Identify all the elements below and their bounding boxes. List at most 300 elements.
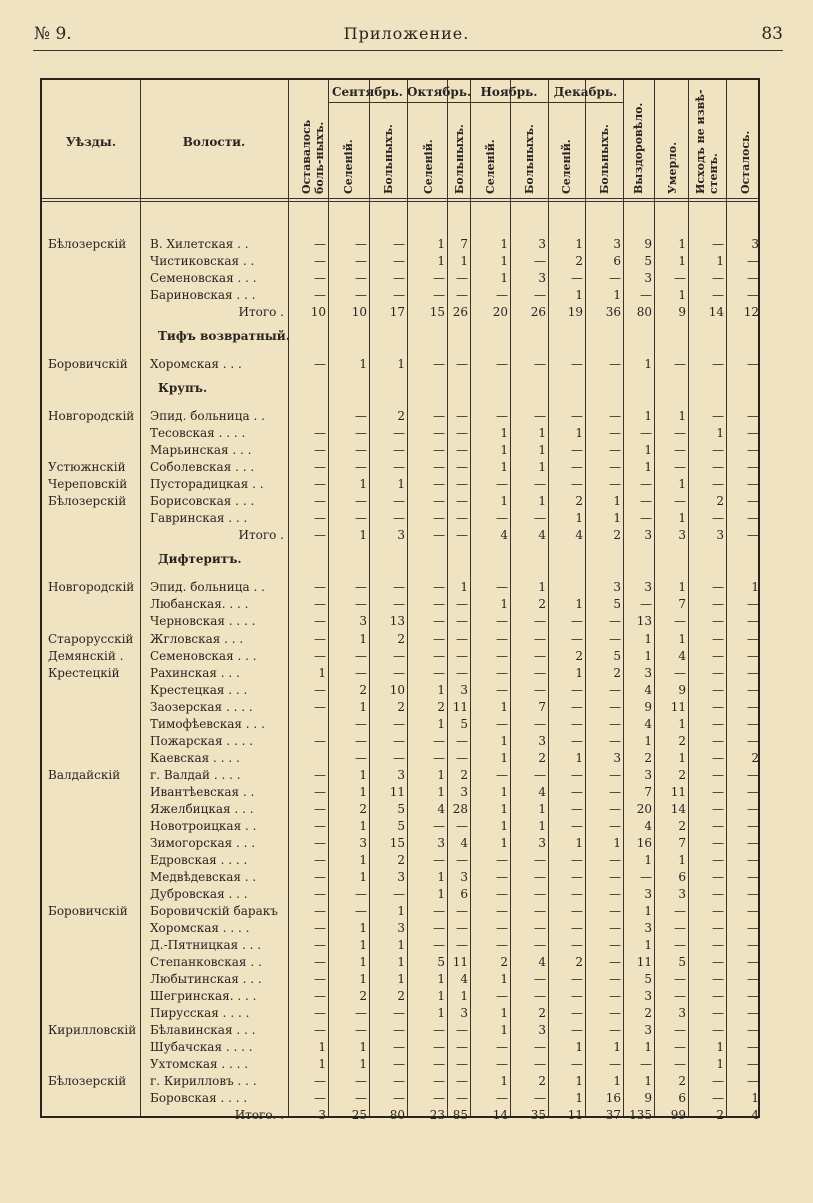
value-cell: 3	[538, 835, 546, 850]
value-cell: 3	[397, 767, 405, 782]
value-cell: —	[712, 955, 724, 970]
value-cell: 6	[678, 869, 686, 884]
value-cell: —	[393, 648, 405, 663]
value-cell: —	[747, 1023, 759, 1038]
value-cell: —	[747, 460, 759, 475]
value-cell: —	[640, 511, 652, 526]
value-cell: —	[674, 494, 686, 509]
value-cell: —	[393, 597, 405, 612]
value-cell: —	[747, 271, 759, 286]
header-ostalos: Осталось.	[739, 130, 752, 194]
volost-cell: Жгловская . . .	[150, 631, 244, 646]
value-cell: —	[674, 903, 686, 918]
value-cell: —	[609, 357, 621, 372]
value-cell: —	[747, 733, 759, 748]
value-cell: 13	[636, 614, 652, 629]
table-row	[42, 425, 762, 442]
value-cell: 4	[538, 528, 546, 543]
value-cell: 11	[567, 1108, 583, 1123]
value-cell: 2	[678, 733, 686, 748]
value-cell: —	[314, 426, 326, 441]
value-cell: —	[433, 750, 445, 765]
value-cell: —	[640, 494, 652, 509]
value-cell: —	[609, 989, 621, 1004]
value-cell: 135	[629, 1108, 652, 1123]
value-cell: —	[534, 477, 546, 492]
value-cell: —	[433, 528, 445, 543]
value-cell: 1	[318, 1040, 326, 1055]
value-cell: —	[393, 580, 405, 595]
value-cell: —	[393, 426, 405, 441]
value-cell: —	[355, 511, 367, 526]
value-cell: —	[712, 699, 724, 714]
value-cell: 3	[716, 528, 724, 543]
value-cell: 1	[437, 886, 445, 901]
value-cell: —	[674, 1023, 686, 1038]
volost-cell: Марьинская . . .	[150, 443, 252, 458]
value-cell: —	[609, 886, 621, 901]
volost-cell: Любанская. . . .	[150, 597, 249, 612]
value-cell: —	[712, 631, 724, 646]
value-cell: 1	[575, 835, 583, 850]
value-cell: —	[534, 288, 546, 303]
value-cell: —	[674, 989, 686, 1004]
value-cell: 4	[575, 528, 583, 543]
value-cell: —	[314, 784, 326, 799]
value-cell: 1	[678, 750, 686, 765]
value-cell: 1	[751, 1091, 759, 1106]
volost-cell: Бариновская . . .	[150, 288, 256, 303]
value-cell: —	[747, 818, 759, 833]
value-cell: 1	[397, 938, 405, 953]
value-cell: —	[456, 494, 468, 509]
value-cell: —	[496, 648, 508, 663]
value-cell: 36	[605, 305, 621, 320]
value-cell: 15	[389, 835, 405, 850]
page-number: 83	[761, 24, 783, 44]
section-title: Тифъ возвратный.	[158, 329, 290, 344]
value-cell: 3	[613, 237, 621, 251]
table-row	[42, 408, 762, 425]
value-cell: —	[314, 237, 326, 251]
value-cell: 3	[678, 528, 686, 543]
value-cell: —	[571, 716, 583, 731]
volost-cell: Яжелбицкая . . .	[150, 801, 254, 816]
value-cell: 2	[538, 1006, 546, 1021]
value-cell: —	[609, 699, 621, 714]
header-bolnykh: Больныхъ.	[453, 124, 466, 194]
value-cell: 2	[359, 682, 367, 697]
volost-cell: Соболевская . . .	[150, 460, 255, 475]
value-cell: —	[609, 869, 621, 884]
table-row	[42, 954, 762, 971]
volost-cell: Пусторадицкая . .	[150, 477, 264, 492]
value-cell: —	[534, 254, 546, 269]
table-row	[42, 937, 762, 954]
table-row	[42, 442, 762, 459]
statistics-table	[40, 78, 760, 1123]
volost-cell: Любытинская . . .	[150, 972, 262, 987]
value-cell: —	[314, 682, 326, 697]
value-cell: 1	[613, 494, 621, 509]
value-cell: 1	[437, 254, 445, 269]
table-number: № 9.	[34, 24, 72, 44]
value-cell: 4	[644, 818, 652, 833]
value-cell: 9	[644, 1091, 652, 1106]
value-cell: 1	[575, 288, 583, 303]
value-cell: —	[355, 1091, 367, 1106]
value-cell: —	[355, 750, 367, 765]
value-cell: 1	[644, 409, 652, 424]
value-cell: —	[456, 460, 468, 475]
table-row	[42, 1090, 762, 1107]
value-cell: —	[712, 835, 724, 850]
value-cell: —	[747, 494, 759, 509]
value-cell: 9	[678, 682, 686, 697]
table-row	[42, 270, 762, 287]
value-cell: 20	[492, 305, 508, 320]
volost-cell: Гавринская . . .	[150, 511, 248, 526]
uezd-cell: Старорусскій	[48, 631, 134, 646]
value-cell: —	[496, 409, 508, 424]
value-cell: 4	[538, 784, 546, 799]
value-cell: —	[355, 271, 367, 286]
value-cell: —	[571, 903, 583, 918]
value-cell: 10	[310, 305, 326, 320]
value-cell: 11	[389, 784, 405, 799]
value-cell: 2	[538, 750, 546, 765]
table-row	[42, 784, 762, 801]
value-cell: 2	[678, 818, 686, 833]
value-cell: —	[496, 852, 508, 867]
header-noyabr: Ноябрь.	[480, 85, 538, 99]
value-cell: 1	[359, 921, 367, 936]
value-cell: —	[609, 409, 621, 424]
value-cell: —	[747, 426, 759, 441]
value-cell: —	[314, 528, 326, 543]
value-cell: 1	[460, 580, 468, 595]
header-bolnykh: Больныхъ.	[523, 124, 536, 194]
value-cell: —	[314, 699, 326, 714]
value-cell: 1	[613, 835, 621, 850]
value-cell: —	[747, 869, 759, 884]
value-cell: 9	[644, 699, 652, 714]
value-cell: 2	[397, 699, 405, 714]
value-cell: 1	[575, 665, 583, 680]
value-cell: —	[314, 271, 326, 286]
value-cell: —	[747, 597, 759, 612]
value-cell: —	[393, 886, 405, 901]
value-cell: 9	[678, 305, 686, 320]
value-cell: 1	[538, 580, 546, 595]
value-cell: —	[747, 955, 759, 970]
value-cell: —	[433, 852, 445, 867]
value-cell: 25	[351, 1108, 367, 1123]
value-cell: —	[393, 1074, 405, 1089]
value-cell: 1	[716, 1040, 724, 1055]
value-cell: —	[433, 903, 445, 918]
value-cell: —	[456, 477, 468, 492]
value-cell: 20	[636, 801, 652, 816]
value-cell: 80	[389, 1108, 405, 1123]
value-cell: —	[712, 648, 724, 663]
value-cell: —	[712, 477, 724, 492]
value-cell: —	[456, 357, 468, 372]
value-cell: —	[747, 409, 759, 424]
value-cell: —	[496, 1040, 508, 1055]
uezd-cell: Боровичскій	[48, 357, 128, 372]
volost-cell: Черновская . . . .	[150, 614, 256, 629]
value-cell: —	[314, 1006, 326, 1021]
value-cell: —	[534, 1091, 546, 1106]
value-cell: 3	[538, 271, 546, 286]
value-cell: —	[433, 477, 445, 492]
value-cell: 1	[678, 409, 686, 424]
value-cell: —	[314, 801, 326, 816]
value-cell: —	[355, 254, 367, 269]
value-cell: —	[571, 477, 583, 492]
value-cell: —	[609, 1057, 621, 1072]
value-cell: 2	[500, 955, 508, 970]
value-cell: 3	[437, 835, 445, 850]
value-cell: —	[747, 972, 759, 987]
uezd-cell: Устюжнскій	[48, 460, 126, 475]
value-cell: 2	[678, 767, 686, 782]
uezd-cell: Бѣлозерскій	[48, 237, 127, 251]
value-cell: —	[674, 614, 686, 629]
volost-cell: Зимогорская . . .	[150, 835, 256, 850]
table-row	[42, 356, 762, 373]
volost-cell: Хоромская . . . .	[150, 921, 250, 936]
table-row	[42, 1005, 762, 1022]
value-cell: 1	[716, 254, 724, 269]
value-cell: —	[747, 682, 759, 697]
volost-cell: Пожарская . . . .	[150, 733, 254, 748]
value-cell: 37	[605, 1108, 621, 1123]
value-cell: 2	[644, 1006, 652, 1021]
table-row	[42, 750, 762, 767]
value-cell: —	[393, 750, 405, 765]
value-cell: 6	[678, 1091, 686, 1106]
value-cell: —	[393, 1006, 405, 1021]
value-cell: 1	[500, 443, 508, 458]
value-cell: —	[393, 254, 405, 269]
value-cell: 7	[678, 835, 686, 850]
value-cell: 3	[460, 1006, 468, 1021]
value-cell: 16	[605, 1091, 621, 1106]
value-cell: 1	[500, 271, 508, 286]
value-cell: —	[456, 818, 468, 833]
value-cell: 1	[359, 972, 367, 987]
volost-cell: Шубачская . . . .	[150, 1040, 253, 1055]
value-cell: —	[456, 511, 468, 526]
value-cell: 2	[678, 1074, 686, 1089]
value-cell: —	[609, 716, 621, 731]
volost-cell: Заозерская . . . .	[150, 699, 253, 714]
value-cell: 14	[708, 305, 724, 320]
value-cell: —	[747, 716, 759, 731]
value-cell: —	[747, 443, 759, 458]
value-cell: —	[456, 1040, 468, 1055]
value-cell: 5	[644, 254, 652, 269]
value-cell: —	[314, 972, 326, 987]
value-cell: 3	[644, 989, 652, 1004]
value-cell: —	[640, 477, 652, 492]
uezd-cell: Валдайскій	[48, 767, 121, 782]
volost-cell: Эпид. больница . .	[150, 580, 265, 595]
value-cell: —	[433, 1074, 445, 1089]
value-cell: —	[393, 716, 405, 731]
value-cell: —	[314, 835, 326, 850]
value-cell: 3	[538, 237, 546, 251]
table-row	[42, 493, 762, 510]
value-cell: 3	[397, 921, 405, 936]
value-cell: 1	[716, 426, 724, 441]
uezd-cell: Бѣлозерскій	[48, 1074, 127, 1089]
value-cell: —	[609, 938, 621, 953]
value-cell: —	[314, 886, 326, 901]
value-cell: 26	[452, 305, 468, 320]
value-cell: —	[609, 682, 621, 697]
value-cell: —	[456, 597, 468, 612]
value-cell: 3	[613, 750, 621, 765]
value-cell: 1	[613, 288, 621, 303]
header-vyzdorovelo: Выздоровѣло.	[632, 102, 645, 194]
value-cell: 1	[437, 1006, 445, 1021]
value-cell: 3	[644, 1023, 652, 1038]
value-cell: —	[393, 1091, 405, 1106]
uezd-cell: Новгородскій	[48, 580, 135, 595]
value-cell: 1	[538, 460, 546, 475]
value-cell: —	[314, 477, 326, 492]
value-cell: —	[674, 443, 686, 458]
value-cell: —	[712, 614, 724, 629]
value-cell: —	[433, 409, 445, 424]
value-cell: —	[314, 903, 326, 918]
value-cell: 1	[678, 852, 686, 867]
value-cell: —	[314, 357, 326, 372]
value-cell: —	[534, 972, 546, 987]
value-cell: —	[355, 580, 367, 595]
value-cell: 1	[644, 460, 652, 475]
volost-cell: Семеновская . . .	[150, 648, 257, 663]
header-seleniy: Селеній.	[342, 139, 355, 194]
value-cell: —	[314, 288, 326, 303]
value-cell: 1	[359, 528, 367, 543]
value-cell: 1	[500, 426, 508, 441]
value-cell: 5	[460, 716, 468, 731]
value-cell: —	[456, 665, 468, 680]
volost-cell: г. Валдай . . . .	[150, 767, 241, 782]
value-cell: 1	[575, 750, 583, 765]
value-cell: —	[355, 1006, 367, 1021]
value-cell: —	[456, 409, 468, 424]
value-cell: —	[571, 886, 583, 901]
value-cell: —	[534, 716, 546, 731]
table-row	[42, 903, 762, 920]
volost-cell: Каевская . . . .	[150, 750, 240, 765]
value-cell: —	[712, 716, 724, 731]
uezd-cell: Демянскій .	[48, 648, 124, 663]
value-cell: —	[496, 886, 508, 901]
value-cell: —	[674, 972, 686, 987]
value-cell: 1	[460, 989, 468, 1004]
value-cell: —	[747, 477, 759, 492]
value-cell: 80	[636, 305, 652, 320]
value-cell: —	[534, 511, 546, 526]
value-cell: 3	[460, 682, 468, 697]
value-cell: 4	[538, 955, 546, 970]
uezd-cell: Крестецкій	[48, 665, 120, 680]
value-cell: —	[674, 460, 686, 475]
value-cell: 1	[500, 254, 508, 269]
value-cell: 1	[575, 1091, 583, 1106]
table-row	[42, 1056, 762, 1073]
value-cell: —	[393, 443, 405, 458]
value-cell: —	[712, 357, 724, 372]
header-dekabr: Декабрь.	[553, 85, 618, 99]
value-cell: —	[712, 409, 724, 424]
value-cell: 11	[636, 955, 652, 970]
value-cell: —	[534, 614, 546, 629]
value-cell: —	[456, 528, 468, 543]
value-cell: —	[640, 426, 652, 441]
value-cell: 2	[575, 494, 583, 509]
value-cell: 2	[575, 648, 583, 663]
value-cell: —	[456, 1091, 468, 1106]
value-cell: 12	[743, 305, 759, 320]
value-cell: 1	[500, 237, 508, 251]
value-cell: 3	[644, 580, 652, 595]
value-cell: —	[355, 443, 367, 458]
value-cell: —	[609, 733, 621, 748]
value-cell: 1	[678, 716, 686, 731]
value-cell: 1	[538, 494, 546, 509]
value-cell: 1	[500, 818, 508, 833]
header-seleniy: Селеній.	[560, 139, 573, 194]
value-cell: —	[747, 784, 759, 799]
value-cell: 13	[389, 614, 405, 629]
value-cell: 1	[359, 955, 367, 970]
value-cell: 3	[644, 886, 652, 901]
value-cell: —	[496, 767, 508, 782]
total-row	[42, 1107, 762, 1124]
value-cell: 1	[397, 903, 405, 918]
value-cell: 1	[437, 716, 445, 731]
table-row	[42, 1039, 762, 1056]
value-cell: 3	[397, 528, 405, 543]
table-row	[42, 835, 762, 852]
value-cell: —	[456, 1074, 468, 1089]
value-cell: 1	[500, 460, 508, 475]
value-cell: —	[496, 938, 508, 953]
value-cell: —	[496, 357, 508, 372]
value-cell: —	[747, 511, 759, 526]
value-cell: —	[712, 682, 724, 697]
value-cell: —	[534, 938, 546, 953]
value-cell: —	[314, 511, 326, 526]
volost-cell: В. Хилетская . .	[150, 237, 249, 251]
value-cell: 15	[429, 305, 445, 320]
value-cell: —	[456, 1057, 468, 1072]
value-cell: 3	[460, 784, 468, 799]
value-cell: 1	[678, 254, 686, 269]
value-cell: 1	[678, 631, 686, 646]
value-cell: —	[674, 921, 686, 936]
value-cell: —	[747, 648, 759, 663]
value-cell: —	[355, 460, 367, 475]
value-cell: 5	[678, 955, 686, 970]
